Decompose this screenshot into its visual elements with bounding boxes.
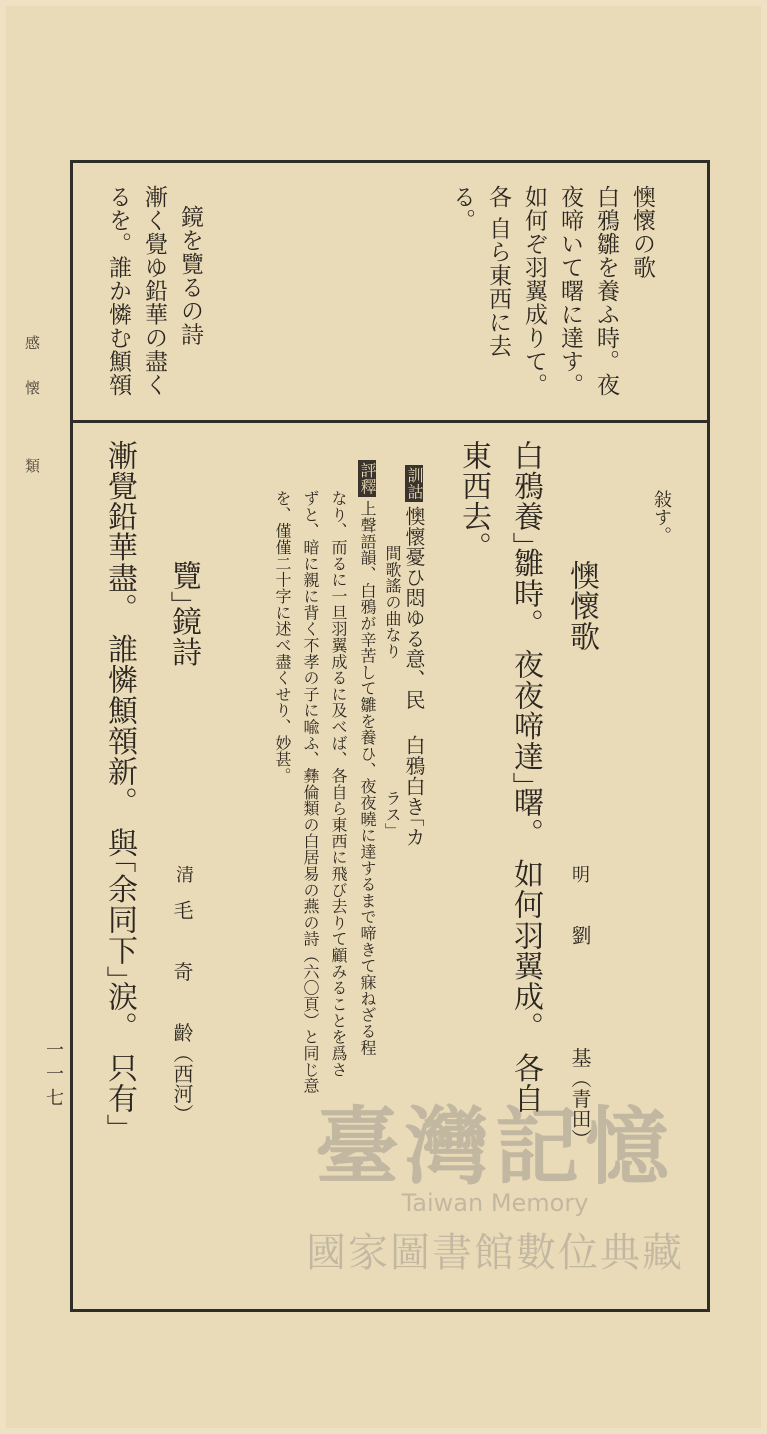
note-column: なり、而るに一旦羽翼成るに及べば、各自ら東西に飛び去りて顧みることを爲さ — [329, 490, 348, 1078]
top-col: る。 — [449, 185, 475, 232]
section-label: 類 — [23, 458, 41, 473]
top-col: 白鴉雛を養ふ時。夜 — [593, 185, 619, 397]
top-col: るを。誰か憐む顦顇 — [105, 185, 131, 397]
note-column: ずと、暗に親に背く不孝の子に喩ふ、彝倫類の白居易の燕の詩（六〇頁）と同じ意 — [301, 490, 320, 1094]
poem-title: 懊懷歌 — [564, 560, 599, 652]
note-column: を、僅僅二十字に述べ盡くせり、妙甚。 — [273, 490, 292, 784]
section-label: 感 — [23, 335, 41, 350]
gloss-column: 白鴉白き｢カ — [402, 735, 426, 848]
section-label: 懐 — [23, 380, 41, 395]
intro-text: 敍す。 — [651, 490, 672, 546]
author-name: 劉 基（青田） — [568, 925, 592, 1150]
bleed-through-text — [640, 440, 666, 458]
author-name: 毛 奇 齡（西河） — [170, 900, 194, 1125]
poem-line: 東西去。 — [456, 440, 491, 563]
watermark — [270, 1080, 720, 1278]
watermark-english: Taiwan Memory — [401, 1189, 589, 1217]
top-col: 夜啼いて曙に達す。 — [557, 185, 583, 397]
top-col: 鏡を覽るの詩 — [177, 205, 203, 346]
hyoshaku-tag: 評釋 — [358, 462, 377, 495]
top-col: 各 自ら東西に去 — [485, 185, 511, 357]
watermark-subtitle: 國家圖書館數位典藏 — [306, 1230, 684, 1276]
top-col: 懊懷の歌 — [629, 185, 655, 279]
note-column: 評釋上聲語韻、白鴉が辛苦して雛を養ひ、夜夜曉に達するまで啼きて寐ねざる程 — [358, 462, 377, 1056]
gloss-column: 訓詁懊懷憂ひ悶ゆる意、民 — [402, 467, 426, 710]
poem-line: 漸覺鉛華盡。 誰憐顦顇新。 與｢余同下｣涙。 只有｣ — [102, 440, 137, 1130]
top-col: 如何ぞ羽翼成りて。 — [521, 185, 547, 397]
poem-title: 覽｣鏡詩 — [166, 560, 201, 668]
author-dynasty: 清 — [173, 865, 194, 884]
author-dynasty: 明 — [569, 865, 590, 884]
gloss-sub: ラス｣ — [383, 790, 402, 831]
section-divider — [70, 420, 710, 423]
kunko-tag: 訓詁 — [405, 467, 424, 500]
top-col: 漸く覺ゆ鉛華の盡く — [141, 185, 167, 397]
gloss-sub: 間歌謠の曲なり — [383, 545, 402, 660]
watermark-title: 臺灣記憶 — [314, 1098, 675, 1196]
poem-line: 白鴉養｣雛時。 夜夜啼達｣曙。 如何羽翼成。 各自 — [508, 440, 543, 1114]
page-number: 一一七 — [43, 1040, 64, 1112]
